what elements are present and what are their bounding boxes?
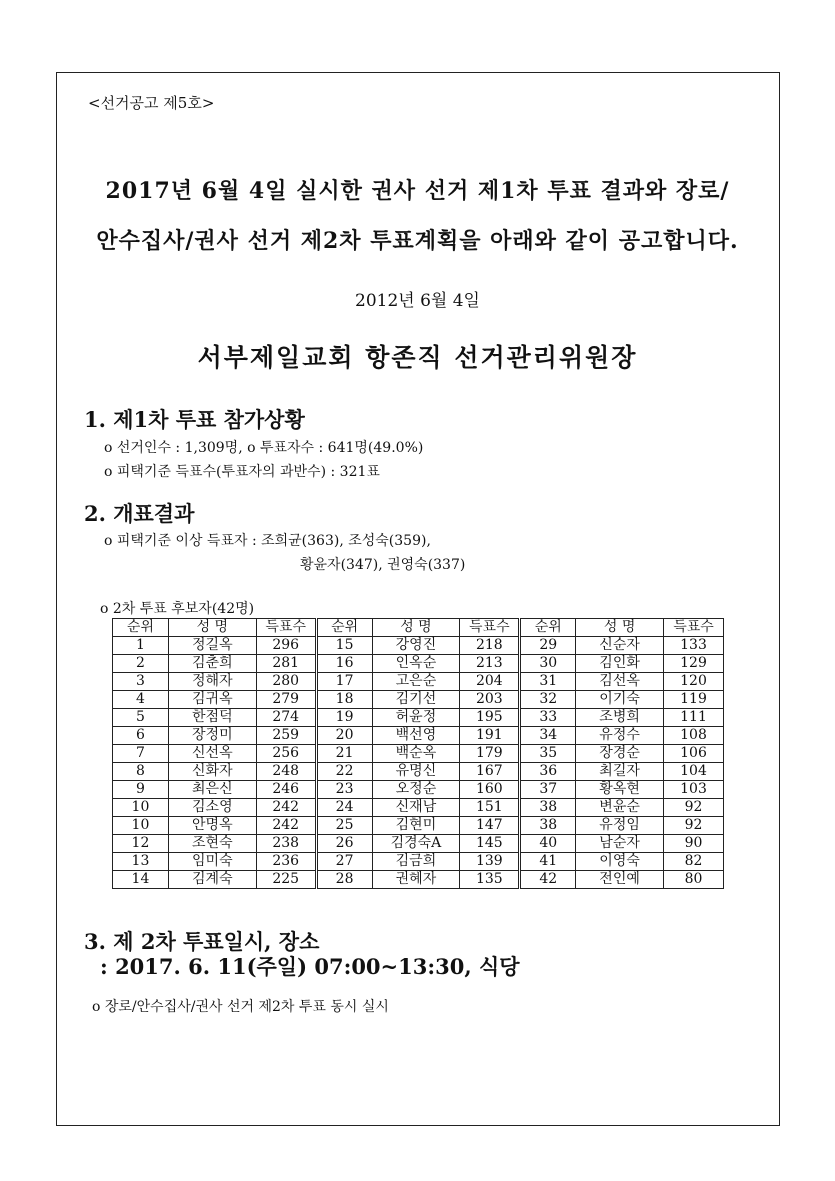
cell-votes: 213 [460, 655, 520, 673]
header-name: 성 명 [168, 619, 256, 637]
cell-name: 김귀옥 [168, 691, 256, 709]
cell-votes: 129 [664, 655, 724, 673]
table-row [113, 637, 724, 655]
header-rank: 순위 [113, 619, 169, 637]
cell-name: 신순자 [576, 637, 664, 655]
cell-votes: 225 [256, 871, 316, 889]
cell-votes: 238 [256, 835, 316, 853]
table-row [113, 763, 724, 781]
cell-votes: 160 [460, 781, 520, 799]
cell-rank: 7 [113, 745, 169, 763]
cell-name: 유명신 [372, 763, 460, 781]
cell-name: 장경순 [576, 745, 664, 763]
headline-line-1: 2017년 6월 4일 실시한 권사 선거 제1차 투표 결과와 장로/ [105, 178, 730, 204]
cell-votes: 106 [664, 745, 724, 763]
cell-name: 황옥현 [576, 781, 664, 799]
cell-rank: 12 [113, 835, 169, 853]
cell-name: 정해자 [168, 673, 256, 691]
cell-name: 김금희 [372, 853, 460, 871]
cell-votes: 236 [256, 853, 316, 871]
cell-votes: 92 [664, 817, 724, 835]
table-row [113, 673, 724, 691]
cell-votes: 179 [460, 745, 520, 763]
cell-rank: 14 [113, 871, 169, 889]
cell-rank: 26 [316, 835, 372, 853]
cell-votes: 135 [460, 871, 520, 889]
cell-votes: 145 [460, 835, 520, 853]
cell-name: 정길옥 [168, 637, 256, 655]
cell-rank: 6 [113, 727, 169, 745]
cell-name: 변윤순 [576, 799, 664, 817]
cell-rank: 10 [113, 817, 169, 835]
cell-votes: 274 [256, 709, 316, 727]
cell-rank: 1 [113, 637, 169, 655]
cell-rank: 32 [520, 691, 576, 709]
voter-stats: o 선거인수 : 1,309명, o 투표자수 : 641명(49.0%) [104, 440, 424, 456]
table-row [113, 853, 724, 871]
cell-votes: 139 [460, 853, 520, 871]
cell-rank: 10 [113, 799, 169, 817]
cell-votes: 80 [664, 871, 724, 889]
cell-name: 신화자 [168, 763, 256, 781]
cell-name: 김현미 [372, 817, 460, 835]
cell-name: 김계숙 [168, 871, 256, 889]
cell-name: 안명옥 [168, 817, 256, 835]
header-votes: 득표수 [664, 619, 724, 637]
section2-title: 2. 개표결과 [84, 501, 195, 526]
cell-votes: 191 [460, 727, 520, 745]
header-rank: 순위 [520, 619, 576, 637]
footer-note: o 장로/안수집사/권사 선거 제2차 투표 동시 실시 [92, 999, 389, 1015]
cell-name: 고은순 [372, 673, 460, 691]
cell-rank: 34 [520, 727, 576, 745]
cell-votes: 204 [460, 673, 520, 691]
cell-name: 백선영 [372, 727, 460, 745]
cell-name: 백순옥 [372, 745, 460, 763]
cell-rank: 8 [113, 763, 169, 781]
cell-rank: 40 [520, 835, 576, 853]
cell-name: 오정순 [372, 781, 460, 799]
cell-name: 이영숙 [576, 853, 664, 871]
header-rank: 순위 [316, 619, 372, 637]
table-row [113, 691, 724, 709]
cell-votes: 246 [256, 781, 316, 799]
cell-rank: 25 [316, 817, 372, 835]
cell-votes: 259 [256, 727, 316, 745]
cell-rank: 28 [316, 871, 372, 889]
threshold-line: o 피택기준 득표수(투표자의 과반수) : 321표 [104, 464, 380, 480]
table-header-row [113, 619, 724, 637]
cell-rank: 21 [316, 745, 372, 763]
cell-rank: 41 [520, 853, 576, 871]
cell-rank: 5 [113, 709, 169, 727]
elected-line-2: 황윤자(347), 권영숙(337) [300, 557, 466, 573]
cell-votes: 92 [664, 799, 724, 817]
committee-title: 서부제일교회 항존직 선거관리위원장 [197, 343, 638, 372]
cell-votes: 281 [256, 655, 316, 673]
cell-rank: 30 [520, 655, 576, 673]
cell-votes: 256 [256, 745, 316, 763]
cell-rank: 29 [520, 637, 576, 655]
cell-votes: 242 [256, 799, 316, 817]
cell-rank: 35 [520, 745, 576, 763]
cell-name: 전인예 [576, 871, 664, 889]
candidates-table [112, 618, 724, 889]
cell-rank: 23 [316, 781, 372, 799]
cell-name: 신재남 [372, 799, 460, 817]
cell-rank: 4 [113, 691, 169, 709]
header-name: 성 명 [576, 619, 664, 637]
header-votes: 득표수 [460, 619, 520, 637]
cell-rank: 22 [316, 763, 372, 781]
cell-name: 이기숙 [576, 691, 664, 709]
cell-rank: 20 [316, 727, 372, 745]
table-row [113, 655, 724, 673]
cell-votes: 167 [460, 763, 520, 781]
cell-name: 김기선 [372, 691, 460, 709]
cell-name: 권혜자 [372, 871, 460, 889]
second-vote-schedule: : 2017. 6. 11(주일) 07:00~13:30, 식당 [100, 954, 520, 979]
cell-rank: 24 [316, 799, 372, 817]
cell-name: 최길자 [576, 763, 664, 781]
cell-rank: 37 [520, 781, 576, 799]
candidates-label: o 2차 투표 후보자(42명) [100, 601, 255, 617]
cell-name: 한점덕 [168, 709, 256, 727]
cell-votes: 108 [664, 727, 724, 745]
table-row [113, 835, 724, 853]
cell-votes: 248 [256, 763, 316, 781]
cell-name: 남순자 [576, 835, 664, 853]
cell-rank: 33 [520, 709, 576, 727]
table-row [113, 871, 724, 889]
cell-rank: 17 [316, 673, 372, 691]
cell-votes: 104 [664, 763, 724, 781]
cell-rank: 31 [520, 673, 576, 691]
header-name: 성 명 [372, 619, 460, 637]
table-row [113, 727, 724, 745]
cell-votes: 280 [256, 673, 316, 691]
cell-rank: 38 [520, 817, 576, 835]
cell-name: 허윤정 [372, 709, 460, 727]
cell-votes: 133 [664, 637, 724, 655]
cell-name: 조현숙 [168, 835, 256, 853]
cell-rank: 18 [316, 691, 372, 709]
cell-rank: 3 [113, 673, 169, 691]
cell-votes: 279 [256, 691, 316, 709]
header-votes: 득표수 [256, 619, 316, 637]
cell-rank: 27 [316, 853, 372, 871]
cell-rank: 38 [520, 799, 576, 817]
cell-rank: 42 [520, 871, 576, 889]
table-row [113, 745, 724, 763]
table-row [113, 817, 724, 835]
cell-name: 김인화 [576, 655, 664, 673]
cell-votes: 296 [256, 637, 316, 655]
notice-date: 2012년 6월 4일 [355, 291, 480, 311]
notice-number: <선거공고 제5호> [88, 94, 215, 112]
cell-name: 신선옥 [168, 745, 256, 763]
cell-name: 김선옥 [576, 673, 664, 691]
cell-name: 인옥순 [372, 655, 460, 673]
cell-name: 김경숙A [372, 835, 460, 853]
cell-votes: 90 [664, 835, 724, 853]
section1-title: 1. 제1차 투표 참가상황 [84, 407, 305, 432]
cell-votes: 111 [664, 709, 724, 727]
cell-name: 김춘희 [168, 655, 256, 673]
cell-rank: 36 [520, 763, 576, 781]
cell-votes: 119 [664, 691, 724, 709]
table-row [113, 781, 724, 799]
cell-votes: 242 [256, 817, 316, 835]
cell-votes: 218 [460, 637, 520, 655]
section3-title: 3. 제 2차 투표일시, 장소 [84, 929, 320, 954]
table-row [113, 709, 724, 727]
cell-name: 김소영 [168, 799, 256, 817]
cell-name: 강영진 [372, 637, 460, 655]
table-row [113, 799, 724, 817]
cell-votes: 82 [664, 853, 724, 871]
cell-rank: 15 [316, 637, 372, 655]
cell-name: 조병희 [576, 709, 664, 727]
cell-votes: 103 [664, 781, 724, 799]
cell-votes: 195 [460, 709, 520, 727]
cell-name: 임미숙 [168, 853, 256, 871]
cell-rank: 2 [113, 655, 169, 673]
headline-line-2: 안수집사/권사 선거 제2차 투표계획을 아래와 같이 공고합니다. [96, 228, 739, 254]
cell-rank: 19 [316, 709, 372, 727]
cell-name: 최은신 [168, 781, 256, 799]
cell-votes: 147 [460, 817, 520, 835]
cell-name: 장정미 [168, 727, 256, 745]
cell-votes: 151 [460, 799, 520, 817]
elected-line-1: o 피택기준 이상 득표자 : 조희균(363), 조성숙(359), [104, 533, 431, 549]
cell-rank: 13 [113, 853, 169, 871]
cell-votes: 120 [664, 673, 724, 691]
cell-votes: 203 [460, 691, 520, 709]
cell-rank: 16 [316, 655, 372, 673]
cell-name: 유정임 [576, 817, 664, 835]
cell-rank: 9 [113, 781, 169, 799]
cell-name: 유정수 [576, 727, 664, 745]
